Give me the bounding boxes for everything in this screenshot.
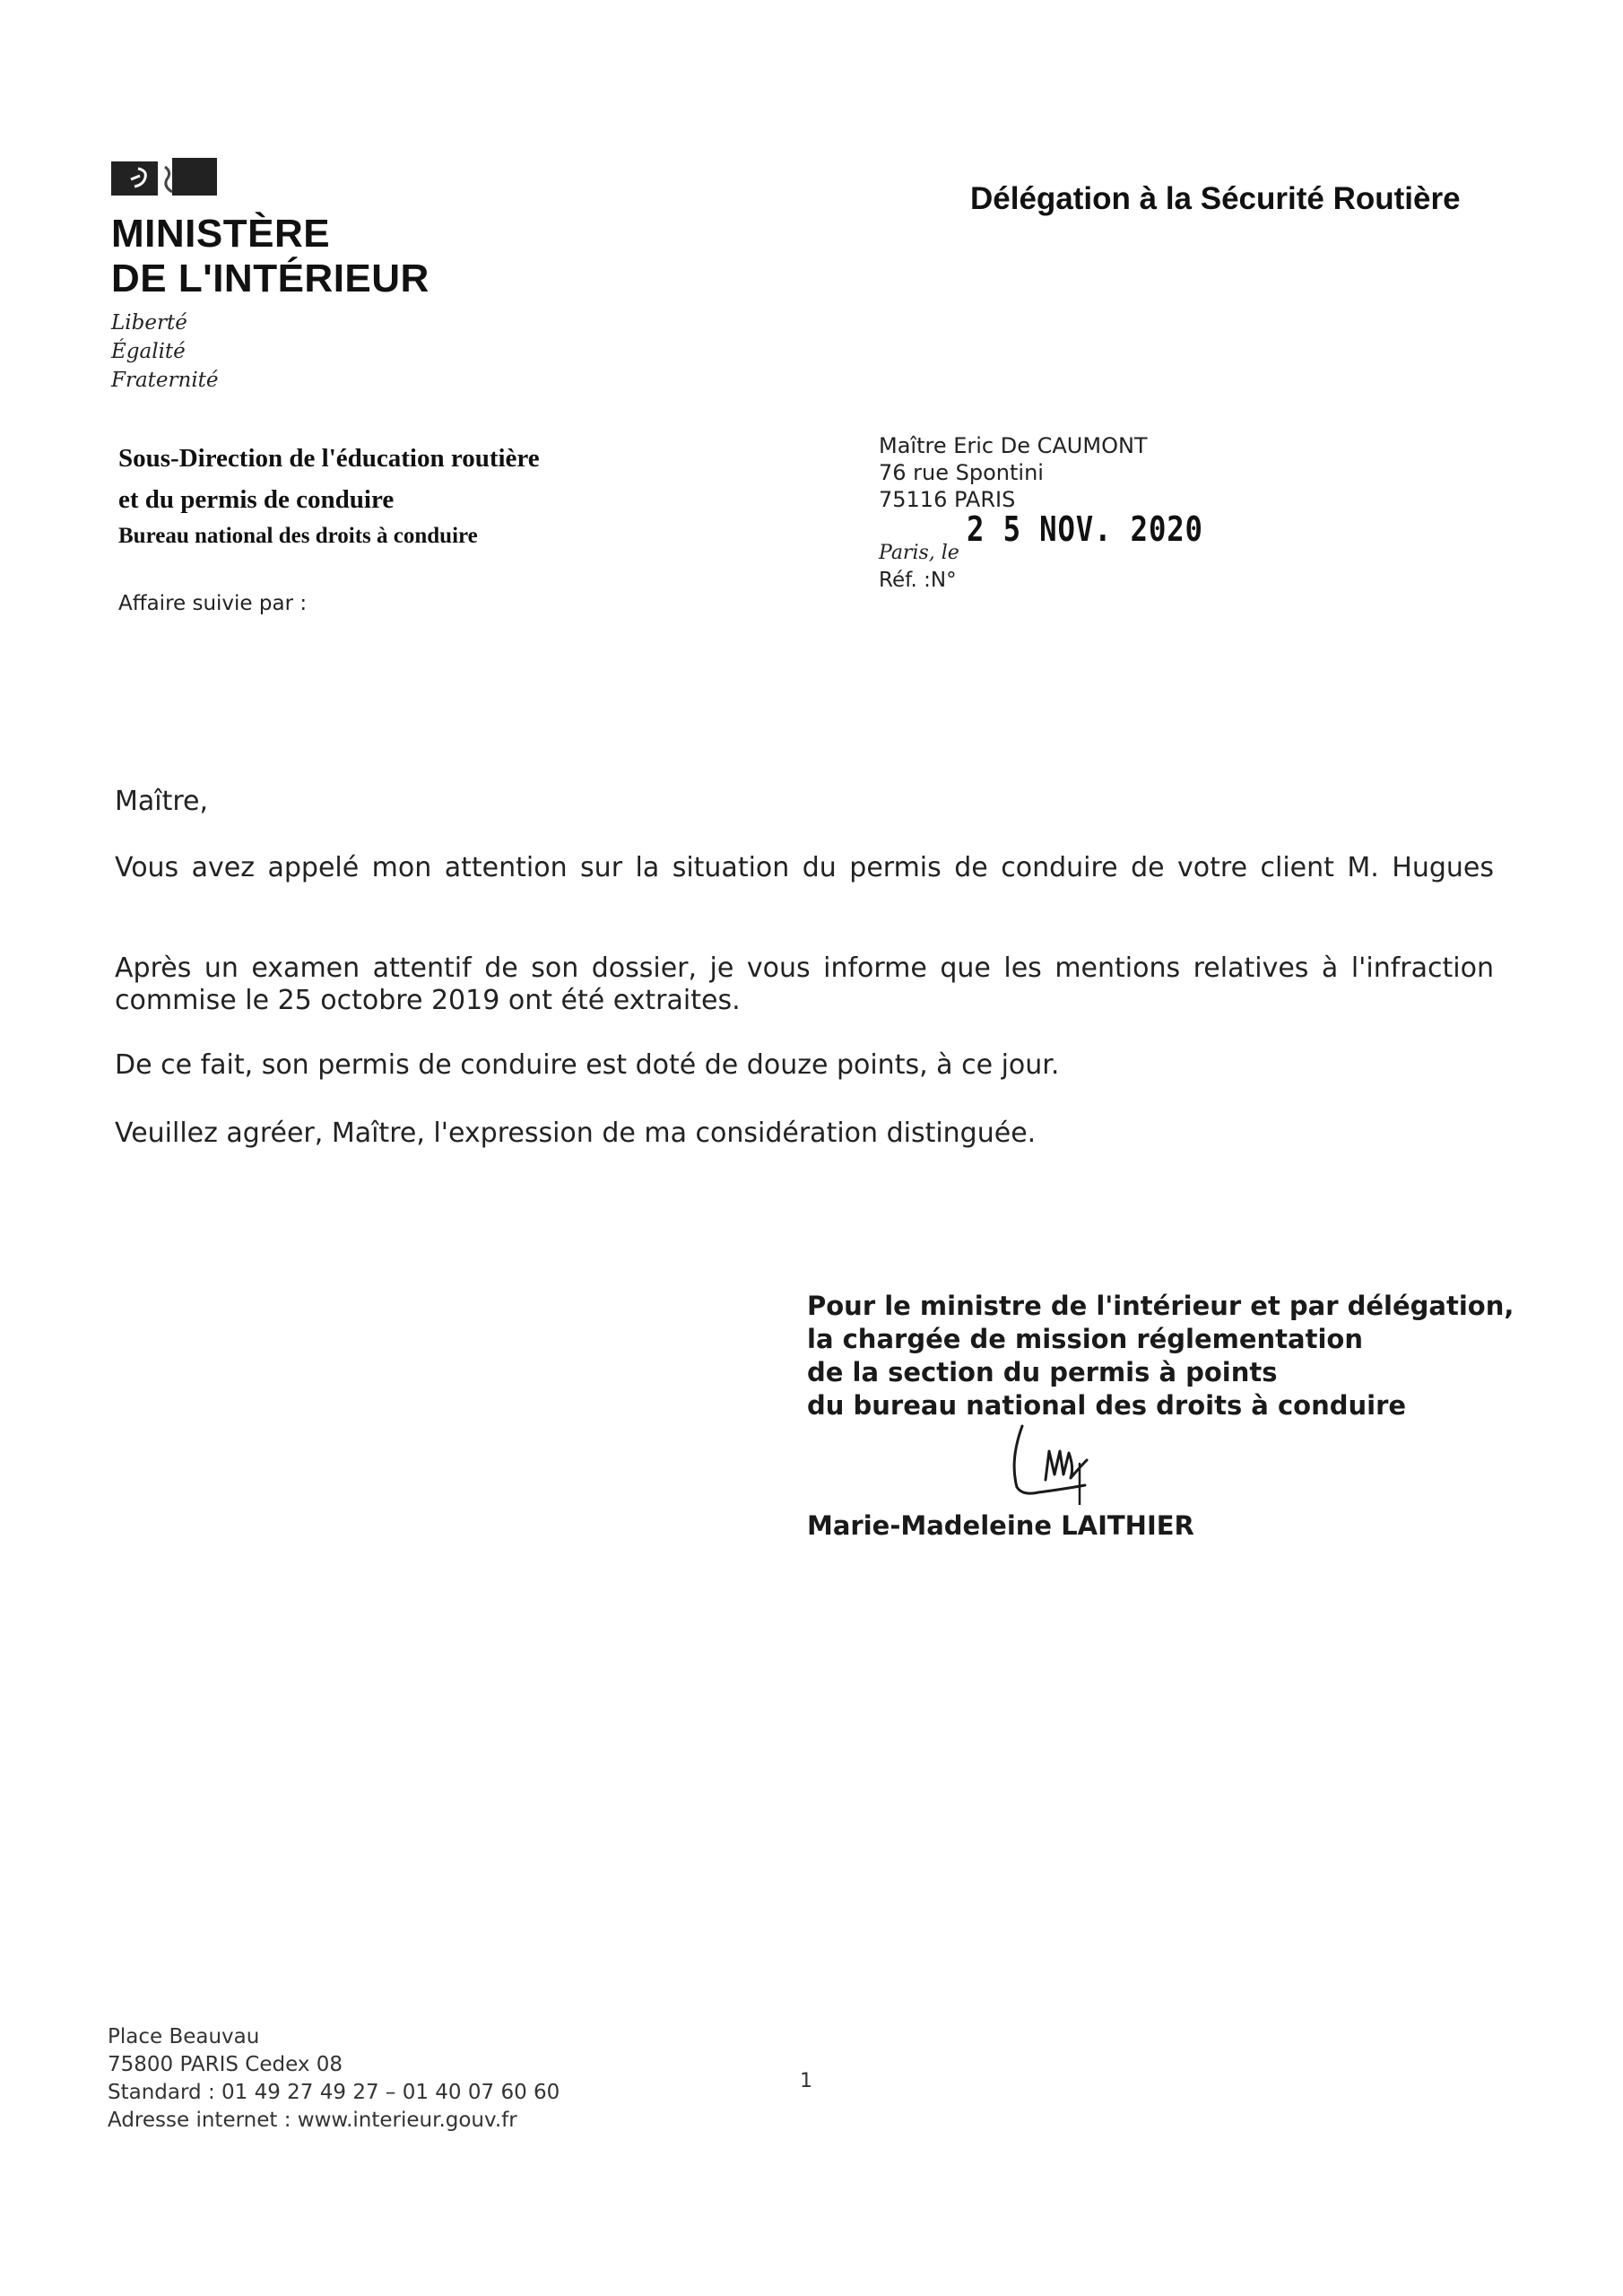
delegation-title: Délégation à la Sécurité Routière xyxy=(970,181,1461,216)
motto-liberte: Liberté xyxy=(111,311,187,335)
ministry-line-2: DE L'INTÉRIEUR xyxy=(111,257,430,300)
recipient-city: 75116 PARIS xyxy=(879,487,1016,512)
paragraph-4: Veuillez agréer, Maître, l'expression de ma considération distinguée. xyxy=(115,1118,1037,1149)
recipient-address xyxy=(879,432,1148,513)
footer-line-2: 75800 PARIS Cedex 08 xyxy=(108,2053,343,2076)
marianne-logo-icon xyxy=(111,158,219,196)
signature-line-4: du bureau national des droits à conduire xyxy=(807,1390,1407,1421)
affaire-suivie: Affaire suivie par : xyxy=(118,592,308,615)
signature-block xyxy=(807,1290,1514,1422)
page-number: 1 xyxy=(800,2070,812,2092)
signer-name: Marie-Madeleine LAITHIER xyxy=(807,1510,1194,1541)
paragraph-2: Après un examen attentif de son dossier, je vous informe que les mentions relatives à l'infraction commise le 25 octobre 2019 ont été extraites. xyxy=(115,952,1494,1016)
ministry-name xyxy=(111,212,430,301)
date-stamp: 2 5 NOV. 2020 xyxy=(967,509,1203,549)
recipient-street: 76 rue Spontini xyxy=(879,460,1044,485)
paragraph-3: De ce fait, son permis de conduire est doté de douze points, à ce jour. xyxy=(115,1049,1060,1081)
date-prefix: Paris, le xyxy=(879,542,959,564)
subdirection-line-2: et du permis de conduire xyxy=(118,485,395,514)
signature-line-2: la chargée de mission réglementation xyxy=(807,1324,1363,1354)
footer-address xyxy=(108,2023,560,2135)
sender-bureau: Bureau national des droits à conduire xyxy=(118,524,478,548)
republic-motto xyxy=(111,309,219,395)
ministry-line-1: MINISTÈRE xyxy=(111,212,331,256)
handwritten-signature-icon xyxy=(1002,1424,1119,1505)
signature-line-1: Pour le ministre de l'intérieur et par délégation, xyxy=(807,1291,1515,1321)
signature-line-3: de la section du permis à points xyxy=(807,1357,1278,1387)
sender-subdirection xyxy=(118,438,540,520)
motto-egalite: Égalité xyxy=(111,340,186,363)
motto-fraternite: Fraternité xyxy=(111,369,219,392)
subdirection-line-1: Sous-Direction de l'éducation routière xyxy=(118,444,540,473)
footer-line-4: Adresse internet : www.interieur.gouv.fr xyxy=(108,2109,517,2132)
paragraph-1: Vous avez appelé mon attention sur la situation du permis de conduire de votre client M. Hugues xyxy=(115,852,1494,883)
salutation: Maître, xyxy=(115,786,209,817)
recipient-name: Maître Eric De CAUMONT xyxy=(879,433,1148,458)
footer-line-1: Place Beauvau xyxy=(108,2025,260,2048)
reference: Réf. :N° xyxy=(879,569,957,592)
footer-line-3: Standard : 01 49 27 49 27 – 01 40 07 60 60 xyxy=(108,2081,560,2104)
